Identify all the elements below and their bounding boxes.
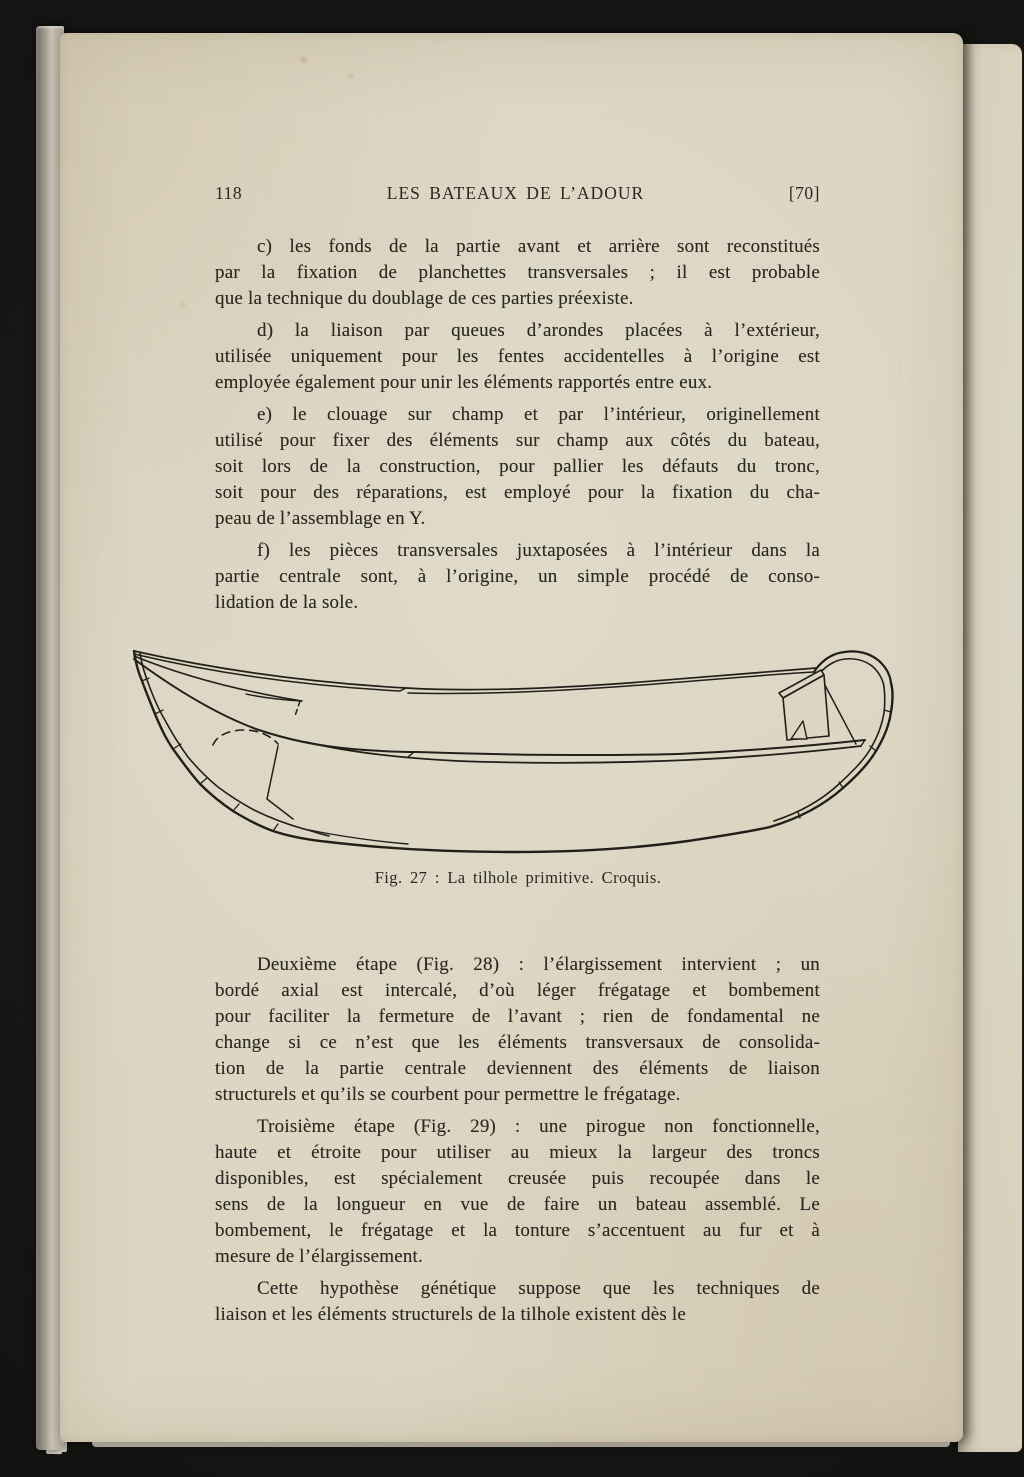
text-line: soit lors de la construction, pour pallier les défauts du tronc, xyxy=(215,456,820,477)
figure-caption: Fig. 27 : La tilhole primitive. Croquis. xyxy=(374,868,662,887)
text-line: lidation de la sole. xyxy=(215,592,359,613)
text-line: peau de l’assemblage en Y. xyxy=(215,508,426,529)
text-column xyxy=(215,183,820,1334)
body-paragraphs-top xyxy=(215,234,820,616)
paragraph xyxy=(215,1114,820,1270)
foxing-spot xyxy=(298,55,309,64)
running-title: LES BATEAUX DE L’ADOUR xyxy=(386,183,645,203)
text-line: sens de la longueur en vue de faire un bateau assemblé. Le xyxy=(215,1194,820,1215)
text-line: bombement, le frégatage et la tonture s’accentuent au fur et à xyxy=(215,1220,820,1241)
text-line: Troisième étape (Fig. 29) : une pirogue non fonctionnelle, xyxy=(257,1116,820,1137)
text-line: pour faciliter la fermeture de l’avant ; rien de fondamental ne xyxy=(215,1006,820,1027)
text-line: utilisé pour fixer des éléments sur champ aux côtés du bateau, xyxy=(215,430,820,451)
book-page xyxy=(60,33,963,1442)
text-line: f) les pièces transversales juxtaposées à l’intérieur dans la xyxy=(257,540,820,561)
page-number: 118 xyxy=(215,183,243,203)
text-line: c) les fonds de la partie avant et arrière sont reconstitués xyxy=(257,236,820,257)
foxing-spot xyxy=(347,73,355,80)
text-line: Cette hypothèse génétique suppose que les techniques de xyxy=(257,1278,820,1299)
paragraph xyxy=(215,318,820,396)
text-line: partie centrale sont, à l’origine, un simple procédé de conso- xyxy=(215,566,820,587)
text-line: haute et étroite pour utiliser au mieux la largeur des troncs xyxy=(215,1142,820,1163)
text-line: liaison et les éléments structurels de la tilhole existent dès le xyxy=(215,1304,686,1325)
text-line: soit pour des réparations, est employé pour la fixation du cha- xyxy=(215,482,820,503)
text-line: d) la liaison par queues d’arondes placées à l’extérieur, xyxy=(257,320,820,341)
text-line: bordé axial est intercalé, d’où léger frégatage et bombement xyxy=(215,980,820,1001)
paragraph xyxy=(215,234,820,312)
paragraph xyxy=(215,952,820,1108)
text-line: tion de la partie centrale deviennent des éléments de liaison xyxy=(215,1058,820,1079)
next-page-edge xyxy=(958,44,1022,1452)
text-line: disponibles, est spécialement creusée puis recoupée dans le xyxy=(215,1168,820,1189)
text-line: change si ce n’est que les éléments transversaux de consolida- xyxy=(215,1032,820,1053)
paragraph xyxy=(215,538,820,616)
paragraph xyxy=(215,402,820,532)
paragraph xyxy=(215,1276,820,1328)
body-paragraphs-bottom xyxy=(215,952,820,1328)
text-line: structurels et qu’ils se courbent pour permettre le frégatage. xyxy=(215,1084,681,1105)
boat-line-drawing-icon xyxy=(128,638,908,860)
text-line: employée également pour unir les éléments rapportés entre eux. xyxy=(215,372,713,393)
text-line: Deuxième étape (Fig. 28) : l’élargissement intervient ; un xyxy=(257,954,820,975)
text-line: que la technique du doublage de ces parties préexiste. xyxy=(215,288,634,309)
margin-reference: [70] xyxy=(788,183,820,203)
figure-block xyxy=(128,638,908,888)
text-line: e) le clouage sur champ et par l’intérieur, originellement xyxy=(257,404,820,425)
text-line: utilisée uniquement pour les fentes accidentelles à l’origine est xyxy=(215,346,820,367)
foxing-spot xyxy=(178,301,187,309)
page-header xyxy=(215,183,820,204)
text-line: mesure de l’élargissement. xyxy=(215,1246,423,1267)
text-line: par la fixation de planchettes transversales ; il est probable xyxy=(215,262,820,283)
